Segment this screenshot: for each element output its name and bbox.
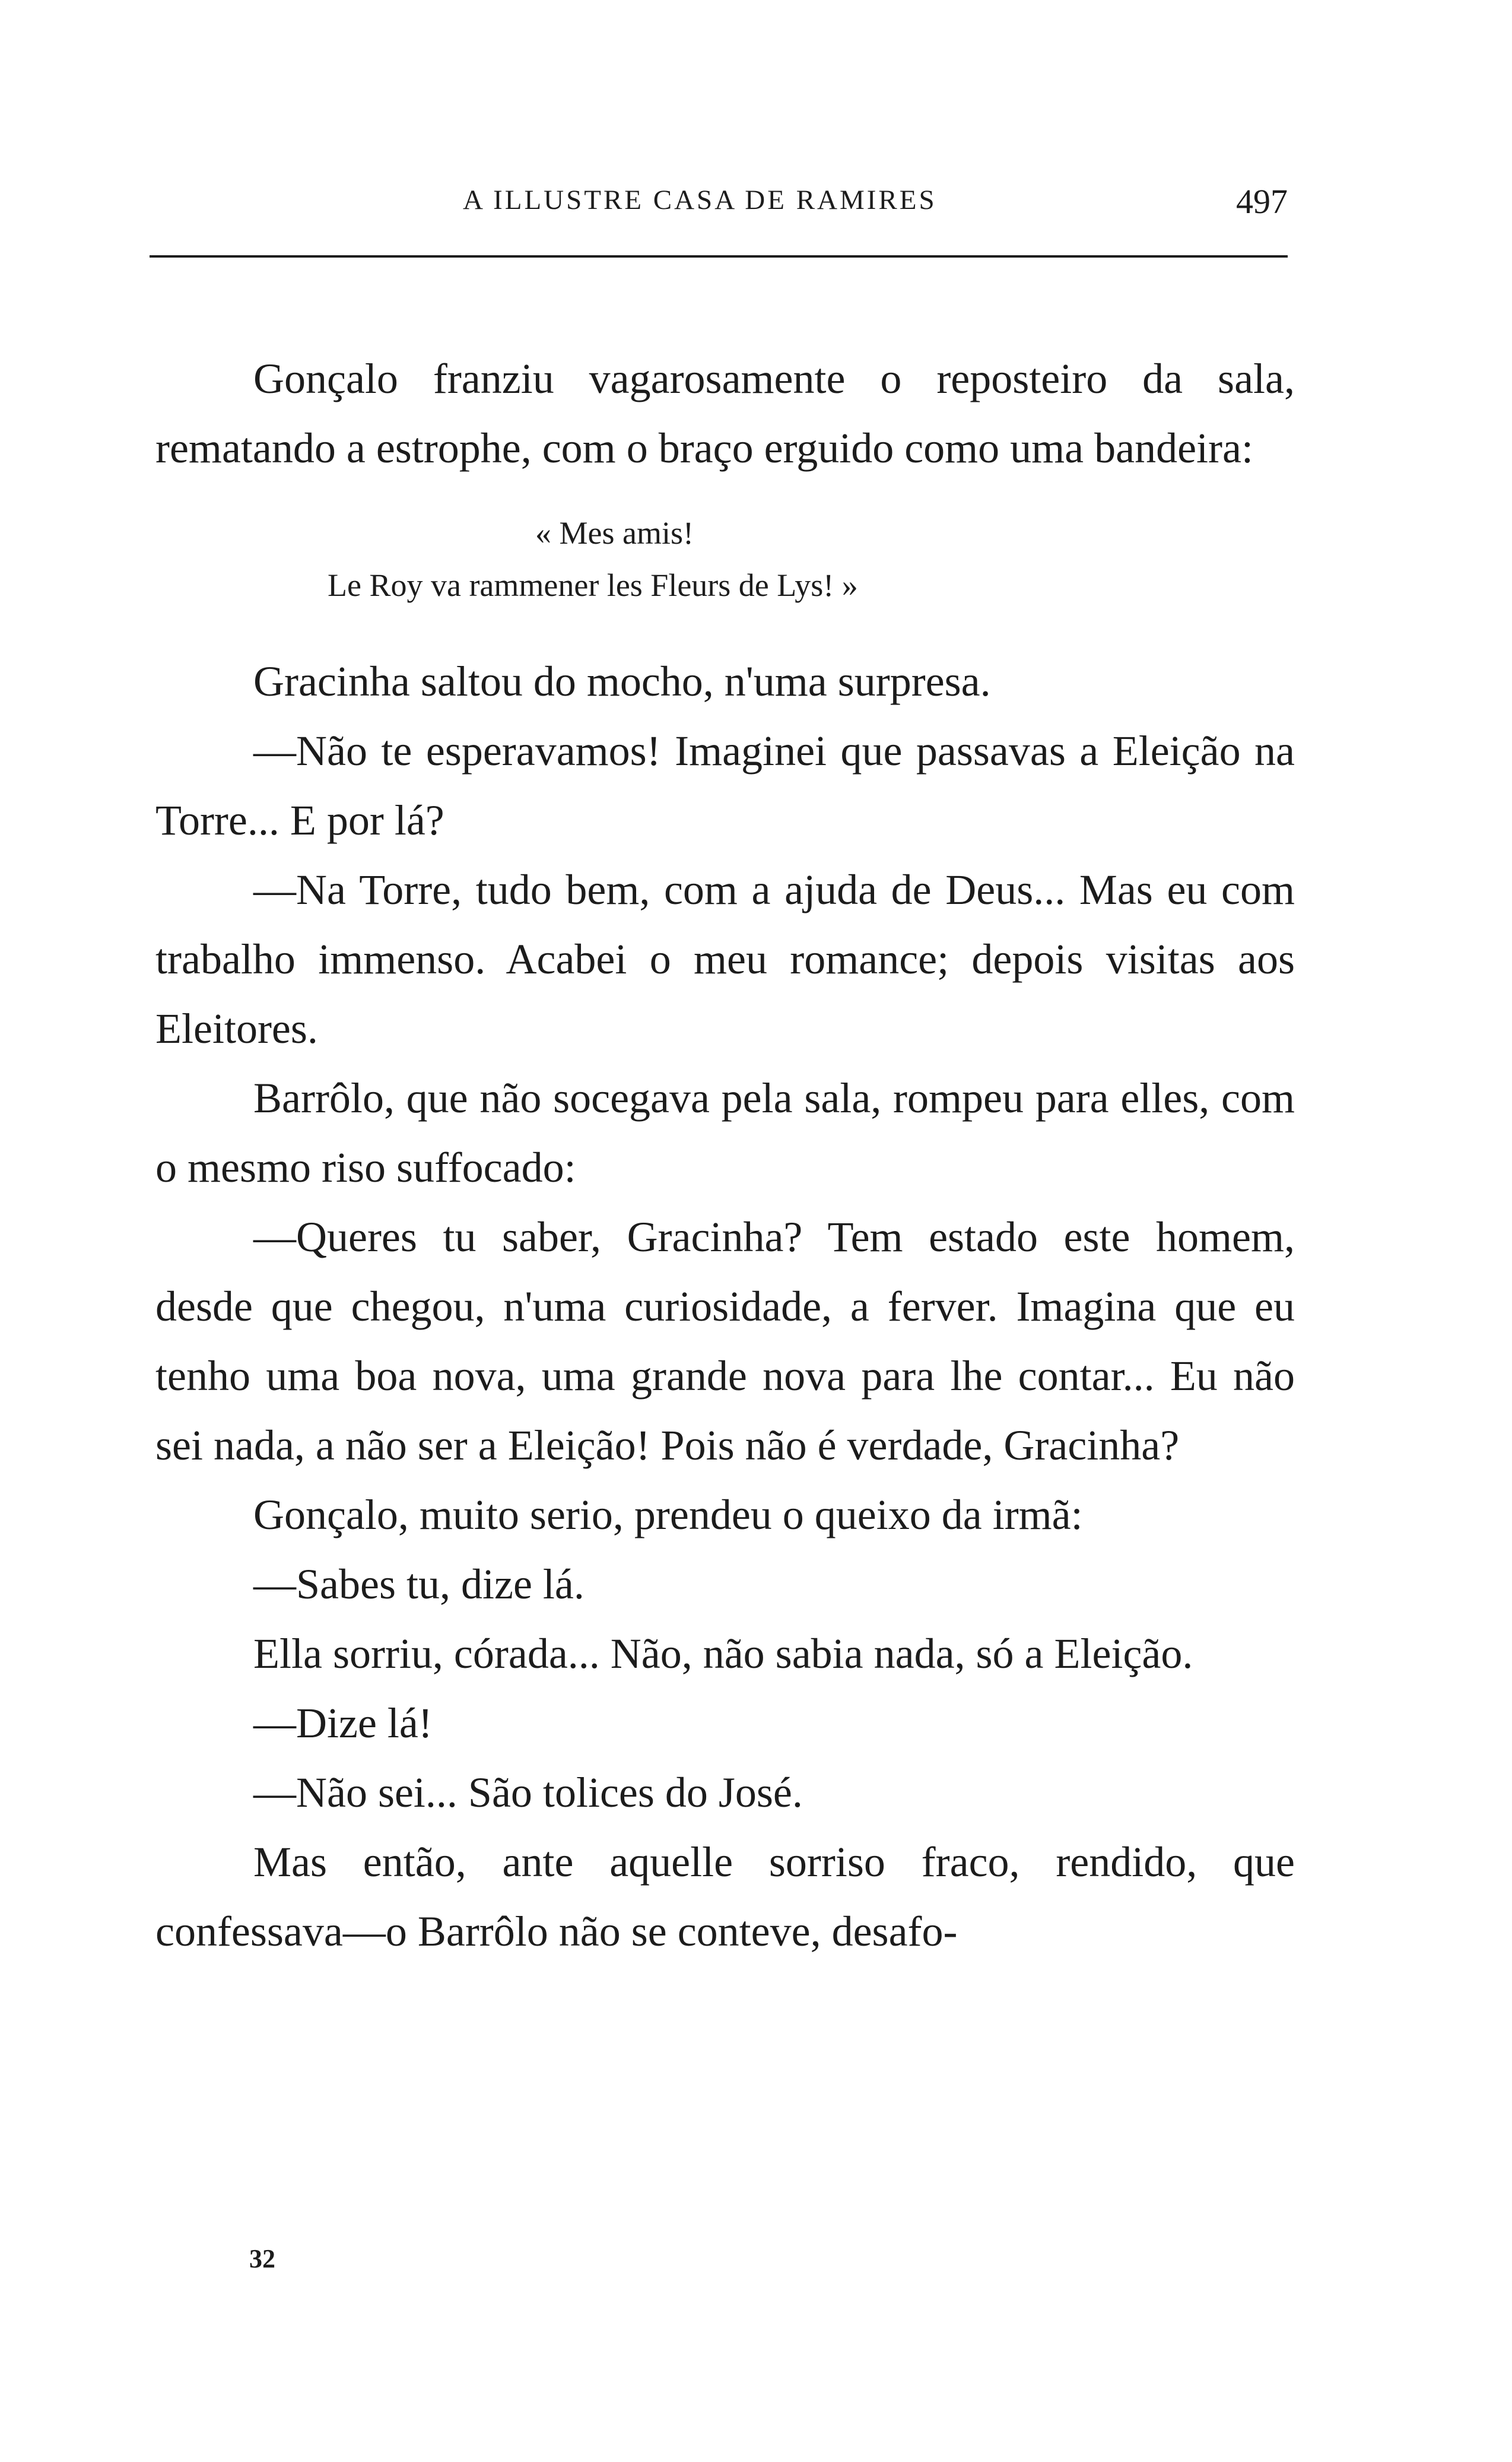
- running-head: [148, 178, 1294, 231]
- running-title: A ILLUSTRE CASA DE RAMIRES: [463, 185, 937, 215]
- paragraph: Barrôlo, que não socegava pela sala, rompeu para elles, com o mesmo riso suffocado:: [155, 1074, 1295, 1191]
- verse-line: Le Roy va rammener les Fleurs de Lys! »: [328, 567, 858, 603]
- header-rule: [150, 255, 1288, 258]
- paragraph: —Não te esperavamos! Imaginei que passavas a Eleição na Torre... E por lá?: [155, 727, 1295, 844]
- paragraph: Gracinha saltou do mocho, n'uma surpresa.: [253, 658, 991, 705]
- verse-line: « Mes amis!: [535, 515, 694, 551]
- paragraph: Gonçalo, muito serio, prendeu o queixo da irmã:: [253, 1491, 1083, 1538]
- signature-mark: 32: [249, 2244, 275, 2273]
- body-text: [155, 344, 1295, 1966]
- paragraph: —Na Torre, tudo bem, com a ajuda de Deus... Mas eu com trabalho immenso. Acabei o meu romance; depois visitas aos Eleitores.: [155, 866, 1295, 1052]
- paragraph: —Dize lá!: [253, 1699, 433, 1747]
- paragraph: —Não sei... São tolices do José.: [253, 1769, 803, 1816]
- paragraph: Mas então, ante aquelle sorriso fraco, rendido, que confessava—o Barrôlo não se conteve, desafo-: [155, 1838, 1295, 1955]
- verse-quote: [155, 507, 1295, 611]
- page-number: 497: [1236, 182, 1288, 221]
- paragraph: —Queres tu saber, Gracinha? Tem estado este homem, desde que chegou, n'uma curiosidade, a ferver. Imagina que eu tenho uma boa nova, uma grande nova para lhe contar... Eu não sei nada, a não ser a Eleição! Pois não é verdade, Gracinha?: [155, 1213, 1295, 1469]
- paragraph: Gonçalo franziu vagarosamente o reposteiro da sala, rematando a estrophe, com o braço erguido como uma bandeira:: [155, 355, 1295, 472]
- paragraph: Ella sorriu, córada... Não, não sabia nada, só a Eleição.: [253, 1630, 1193, 1677]
- paragraph: —Sabes tu, dize lá.: [253, 1560, 585, 1608]
